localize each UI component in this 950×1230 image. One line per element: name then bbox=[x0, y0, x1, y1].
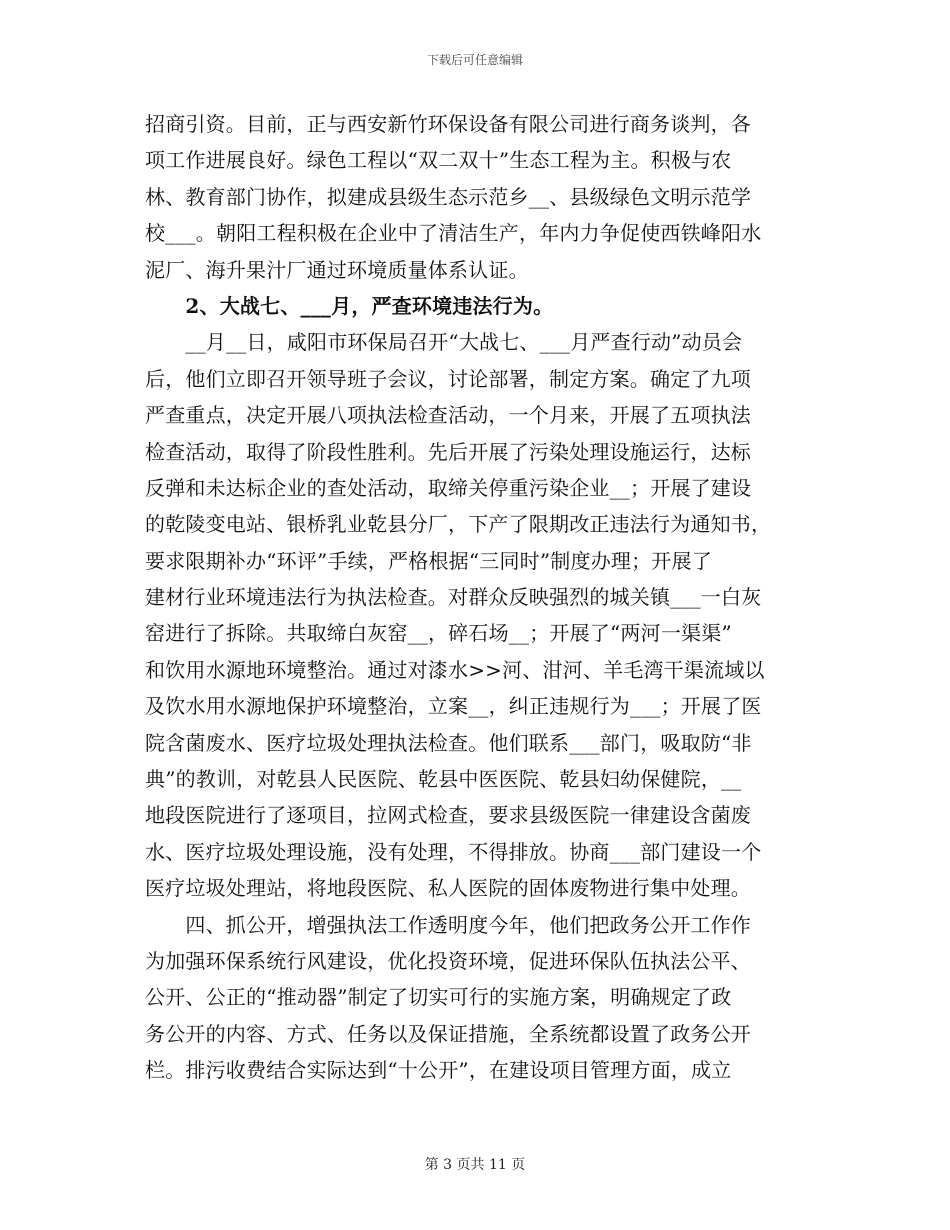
body-line: 四、抓公开，增强执法工作透明度今年，他们把政务公开工作作 bbox=[145, 912, 751, 937]
body-line: 为加强环保系统行风建设，优化投资环境，促进环保队伍执法公平、 bbox=[145, 948, 751, 973]
body-line: 水、医疗垃圾处理设施，没有处理，不得排放。协商___部门建设一个 bbox=[145, 839, 762, 864]
body-line: 要求限期补办“环评”手续，严格根据“三同时”制度办理；开展了 bbox=[145, 548, 712, 573]
body-line: 招商引资。目前，正与西安新竹环保设备有限公司进行商务谈判，各 bbox=[145, 112, 751, 136]
body-line: 项工作进展良好。绿色工程以“双二双十”生态工程为主。积极与农 bbox=[145, 148, 732, 173]
body-line: 栏。排污收费结合实际达到“十公开”，在建设项目管理方面，成立 bbox=[145, 1058, 732, 1083]
body-line: 地段医院进行了逐项目，拉网式检查，要求县级医院一律建设含菌废 bbox=[145, 803, 751, 828]
body-line: 公开、公正的“推动器”制定了切实可行的实施方案，明确规定了政 bbox=[145, 985, 732, 1010]
body-line: 医疗垃圾处理站，将地段医院、私人医院的固体废物进行集中处理。 bbox=[145, 876, 751, 901]
body-line: 务公开的内容、方式、任务以及保证措施，全系统都设置了政务公开 bbox=[145, 1021, 751, 1046]
body-line: 及饮水用水源地保护环境整治，立案__，纠正违规行为___；开展了医 bbox=[145, 694, 762, 719]
body-line: 反弹和未达标企业的查处活动，取缔关停重污染企业__；开展了建设 bbox=[145, 475, 752, 500]
body-line: 建材行业环境违法行为执法检查。对群众反映强烈的城关镇___一白灰 bbox=[145, 585, 762, 610]
page-header: 下载后可任意编辑 bbox=[426, 53, 523, 67]
body-line: 窑进行了拆除。共取缔白灰窑__，碎石场__；开展了“两河一渠渠” bbox=[145, 621, 732, 646]
body-line: 检查活动，取得了阶段性胜利。先后开展了污染处理设施运行，达标 bbox=[145, 439, 751, 464]
body-line: 泥厂、海升果汁厂通过环境质量体系认证。 bbox=[145, 257, 529, 282]
document-body bbox=[145, 106, 810, 1089]
body-line: __月__日，咸阳市环保局召开“大战七、___月严查行动”动员会 bbox=[145, 330, 743, 355]
body-line: 院含菌废水、医疗垃圾处理执法检查。他们联系___部门，吸取防“非 bbox=[145, 730, 752, 755]
body-line: 的乾陵变电站、银桥乳业乾县分厂，下产了限期改正违法行为通知书， bbox=[145, 512, 772, 537]
body-line: 后，他们立即召开领导班子会议，讨论部署，制定方案。确定了九项 bbox=[145, 366, 751, 391]
page-number: 第 3 页共 11 页 bbox=[424, 1157, 526, 1173]
section-heading: 2、大战七、___月，严查环境违法行为。 bbox=[145, 293, 554, 318]
body-line: 和饮用水源地环境整治。通过对漆水>>河、泔河、羊毛湾干渠流域以 bbox=[145, 657, 765, 682]
body-line: 校___。朝阳工程积极在企业中了清洁生产，年内力争促使西铁峰阳水 bbox=[145, 221, 762, 246]
body-line: 林、教育部门协作，拟建成县级生态示范乡__、县级绿色文明示范学 bbox=[145, 184, 752, 209]
body-line: 严查重点，决定开展八项执法检查活动，一个月来，开展了五项执法 bbox=[145, 403, 751, 428]
body-line: 典”的教训，对乾县人民医院、乾县中医医院、乾县妇幼保健院，__ bbox=[145, 767, 742, 792]
